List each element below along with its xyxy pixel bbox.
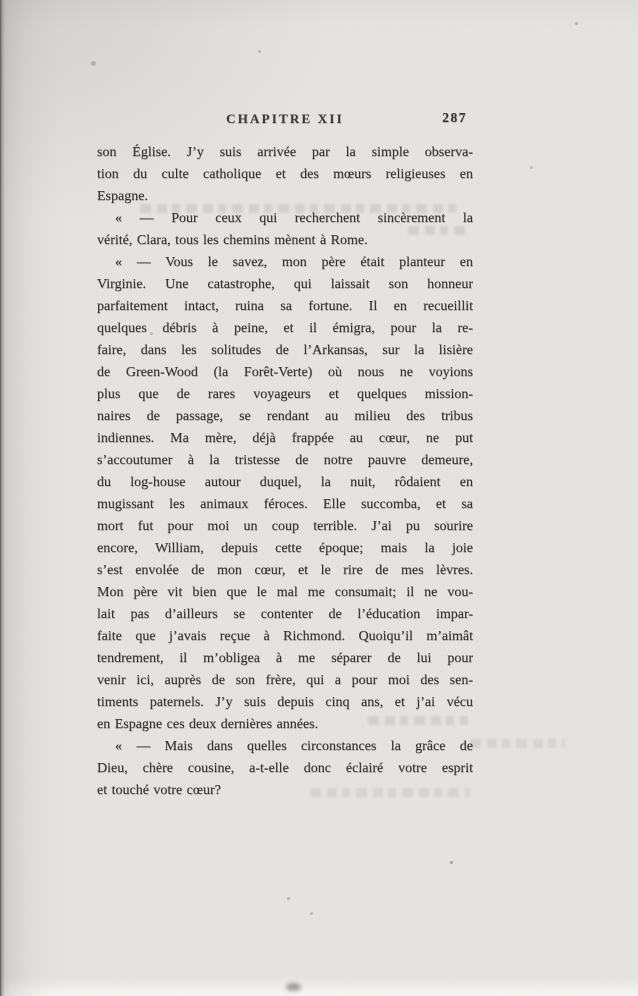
text-line: mugissant les animaux féroces. Elle succomba, et sa [97, 497, 473, 512]
text-line: s’est envolée de mon cœur, et le rire de mes lèvres. [97, 563, 473, 578]
text-line: « — Mais dans quelles circonstances la grâce de [115, 739, 473, 754]
text-block [97, 142, 473, 802]
text-line: s’accoutumer à la tristesse de notre pauvre demeure, [97, 453, 473, 468]
text-line: Mon père vit bien que le mal me consumait; il ne vou- [97, 585, 473, 600]
ink-smudge [286, 983, 301, 991]
text-line: tion du culte catholique et des mœurs religieuses en [97, 167, 473, 182]
chapter-running-title: CHAPITRE XII [226, 111, 344, 126]
show-through-ghost [368, 716, 468, 725]
show-through-ghost [140, 204, 460, 213]
text-line: faite que j’avais reçue à Richmond. Quoiqu’il m’aimât [97, 629, 473, 644]
text-line: Dieu, chère cousine, a-t-elle donc éclairé votre esprit [97, 761, 473, 776]
text-line: indiennes. Ma mère, déjà frappée au cœur, ne put [97, 431, 473, 446]
text-line: Virginie. Une catastrophe, qui laissait son honneur [97, 277, 473, 292]
show-through-ghost [470, 739, 565, 748]
text-line: son Église. J’y suis arrivée par la simple observa- [97, 145, 473, 160]
page-header [97, 110, 473, 130]
text-line: vérité, Clara, tous les chemins mènent à Rome. [97, 233, 368, 248]
text-line: « — Pour ceux qui recherchent sincèrement la [115, 211, 473, 226]
text-line: en Espagne ces deux dernières années. [97, 717, 319, 732]
page-number: 287 [442, 110, 467, 125]
text-line: encore, William, depuis cette époque; mais la joie [97, 541, 473, 556]
show-through-ghost [310, 788, 470, 797]
show-through-ghost [408, 226, 470, 235]
text-line: et touché votre cœur? [97, 783, 221, 798]
text-line: quelques débris à peine, et il émigra, pour la re- [97, 321, 473, 336]
dust-specks [450, 861, 453, 864]
text-line: venir ici, auprès de son frère, qui a pour moi des sen- [97, 673, 473, 688]
text-line: plus que de rares voyageurs et quelques mission- [97, 387, 473, 402]
text-line: du log-house autour duquel, la nuit, rôdaient en [97, 475, 473, 490]
text-line: Espagne. [97, 189, 148, 204]
text-line: timents paternels. J’y suis depuis cinq ans, et j’ai vécu [97, 695, 473, 710]
text-line: naires de passage, se rendant au milieu des tribus [97, 409, 473, 424]
text-line: de Green-Wood (la Forêt-Verte) où nous ne voyions [97, 365, 473, 380]
text-line: « — Vous le savez, mon père était planteur en [115, 255, 473, 270]
text-line: mort fut pour moi un coup terrible. J’ai pu sourire [97, 519, 473, 534]
text-line: tendrement, il m’obligea à me séparer de lui pour [97, 651, 473, 666]
text-line: lait pas d’ailleurs se contenter de l’éducation impar- [97, 607, 473, 622]
text-line: faire, dans les solitudes de l’Arkansas, sur la lisière [97, 343, 473, 358]
text-line: parfaitement intact, ruina sa fortune. Il en recueillit [97, 299, 473, 314]
